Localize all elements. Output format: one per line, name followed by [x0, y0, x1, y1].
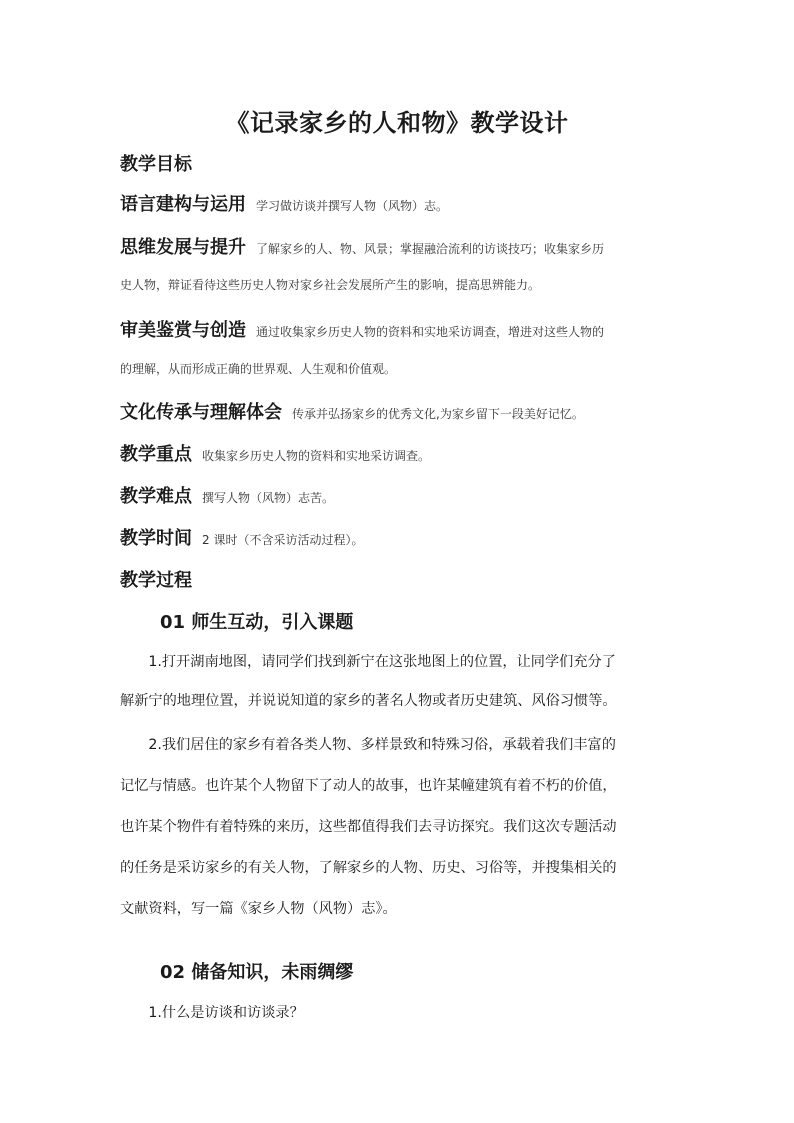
goal-continuation: 史人物，辩证看待这些历史人物对家乡社会发展所产生的影响，提高思辨能力。 [120, 278, 541, 292]
goal-culture [120, 398, 676, 424]
difficulty-label: 教学难点 [120, 486, 192, 507]
key-point-text: 收集家乡历史人物的资料和实地采访调查。 [202, 449, 431, 463]
key-point [120, 440, 676, 466]
goal-label: 思维发展与提升 [120, 237, 246, 258]
paragraph-line: 文献资料，写一篇《家乡人物（风物）志》。 [120, 901, 397, 917]
time-label: 教学时间 [120, 528, 192, 549]
process-heading: 教学过程 [120, 570, 192, 591]
goal-text: 传承并弘扬家乡的优秀文化,为家乡留下一段美好记忆。 [292, 407, 584, 421]
goal-label: 审美鉴赏与创造 [120, 320, 246, 341]
goal-text: 了解家乡的人、物、风景；掌握融洽流利的访谈技巧；收集家乡历 [256, 242, 605, 256]
time-text: 2 课时（不含采访活动过程）。 [202, 533, 364, 547]
goal-aesthetic [120, 316, 676, 342]
goal-language [120, 190, 676, 216]
paragraph-line: 的任务是采访家乡的有关人物，了解家乡的人物、历史、习俗等，并搜集相关的 [120, 860, 617, 876]
goal-text: 学习做访谈并撰写人物（风物）志。 [256, 199, 449, 213]
key-point-label: 教学重点 [120, 444, 192, 465]
document-title: 《记录家乡的人和物》教学设计 [225, 109, 569, 137]
goal-thinking [120, 233, 676, 259]
difficulty [120, 482, 676, 508]
section-1-heading: 01 师生互动，引入课题 [160, 612, 354, 633]
goals-heading: 教学目标 [120, 154, 192, 175]
goal-continuation: 的理解，从而形成正确的世界观、人生观和价值观。 [120, 362, 397, 376]
paragraph-line: 1.打开湖南地图，请同学们找到新宁在这张地图上的位置，让同学们充分了 [120, 654, 616, 670]
paragraph-line: 记忆与情感。也许某个人物留下了动人的故事，也许某幢建筑有着不朽的价值， [120, 778, 617, 794]
teaching-time [120, 524, 676, 550]
paragraph-line: 解新宁的地理位置，并说说知道的家乡的著名人物或者历史建筑、风俗习惯等。 [120, 693, 617, 709]
goal-label: 文化传承与理解体会 [120, 402, 282, 423]
difficulty-text: 撰写人物（风物）志苦。 [202, 491, 335, 505]
section-2-heading: 02 储备知识，未雨绸缪 [160, 962, 354, 983]
paragraph-line: 2.我们居住的家乡有着各类人物、多样景致和特殊习俗，承载着我们丰富的 [120, 737, 616, 753]
goal-label: 语言建构与运用 [120, 194, 246, 215]
paragraph-line: 也许某个物件有着特殊的来历，这些都值得我们去寻访探究。我们这次专题活动 [120, 819, 617, 835]
paragraph-line: 1.什么是访谈和访谈录？ [120, 1005, 304, 1021]
goal-text: 通过收集家乡历史人物的资料和实地采访调查，增进对这些人物的 [256, 325, 605, 339]
